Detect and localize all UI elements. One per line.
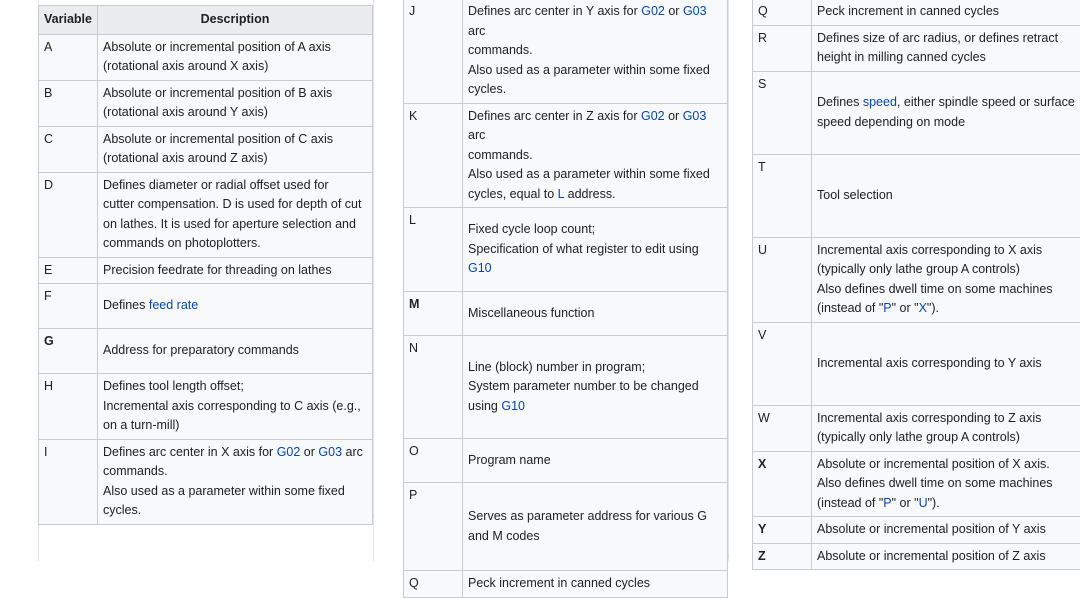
reference-link[interactable]: G03 — [683, 109, 707, 123]
description-text: cutter compensation. D is used for depth of cut — [103, 197, 361, 211]
left-table-right-edge — [373, 0, 374, 561]
description-text: or — [665, 4, 683, 18]
description-text: Also used as a parameter within some fixed — [103, 484, 345, 498]
table-row — [404, 336, 728, 439]
reference-link[interactable]: speed — [863, 95, 897, 109]
table-row — [39, 374, 373, 440]
table-row — [404, 208, 728, 292]
variable-cell: M — [404, 292, 463, 336]
description-cell — [463, 208, 728, 292]
description-text: Defines arc center in X axis for — [103, 445, 277, 459]
description-cell — [812, 237, 1080, 322]
variable-cell: C — [39, 126, 98, 172]
description-text: commands. — [468, 43, 533, 57]
table-row — [753, 322, 1080, 405]
variable-cell: T — [753, 154, 812, 237]
middle-table-body — [404, 0, 728, 597]
description-text: using — [468, 399, 501, 413]
description-text: Peck increment in canned cycles — [468, 576, 650, 590]
reference-link[interactable]: G10 — [501, 399, 525, 413]
table-row — [753, 154, 1080, 237]
variable-cell: F — [39, 284, 98, 329]
reference-link[interactable]: feed rate — [149, 298, 198, 312]
middle-table-right-edge — [728, 0, 729, 561]
table-row — [404, 483, 728, 571]
description-text: speed depending on mode — [817, 115, 965, 129]
description-text: Defines — [817, 95, 863, 109]
description-text: Also used as a parameter within some fixed — [468, 63, 710, 77]
description-text: Defines size of arc radius, or defines retract — [817, 31, 1058, 45]
description-text: Also defines dwell time on some machines — [817, 282, 1053, 296]
table-row — [39, 80, 373, 126]
description-text: System parameter number to be changed — [468, 379, 699, 393]
description-text: address. — [564, 187, 615, 201]
description-cell — [98, 329, 373, 374]
description-text: "). — [927, 301, 939, 315]
description-text: commands on photoplotters. — [103, 236, 261, 250]
table-row — [39, 284, 373, 329]
left-table-body — [39, 34, 373, 524]
description-header: Description — [98, 6, 373, 35]
description-text: (instead of " — [817, 301, 883, 315]
description-text: cycles. — [103, 503, 141, 517]
reference-link[interactable]: G02 — [641, 4, 665, 18]
description-cell — [98, 257, 373, 284]
description-text: Incremental axis corresponding to Z axis — [817, 411, 1041, 425]
description-text: " or " — [892, 496, 919, 510]
variable-cell: Y — [753, 517, 812, 544]
variable-cell: J — [404, 0, 463, 103]
description-text: or — [665, 109, 683, 123]
description-cell — [98, 34, 373, 80]
variable-cell: X — [753, 451, 812, 517]
reference-link[interactable]: L — [558, 187, 565, 201]
variable-cell: S — [753, 71, 812, 154]
variable-cell: U — [753, 237, 812, 322]
description-cell — [98, 80, 373, 126]
description-text: Line (block) number in program; — [468, 360, 645, 374]
header-row — [39, 6, 373, 35]
gcode-variables-table-middle — [403, 0, 728, 598]
description-text: Fixed cycle loop count; — [468, 222, 595, 236]
description-text: cycles. — [468, 82, 506, 96]
description-cell — [463, 483, 728, 571]
table-row — [39, 172, 373, 257]
description-text: Absolute or incremental position of Y axis — [817, 522, 1046, 536]
description-cell — [98, 172, 373, 257]
description-cell — [98, 126, 373, 172]
table-row — [404, 103, 728, 208]
description-text: Absolute or incremental position of Z axis — [817, 549, 1046, 563]
description-text: Also used as a parameter within some fixed — [468, 167, 710, 181]
description-cell — [812, 517, 1080, 544]
description-text: "). — [928, 496, 940, 510]
variable-header: Variable — [39, 6, 98, 35]
variable-cell: W — [753, 405, 812, 451]
variable-cell: Q — [753, 0, 812, 25]
description-text: on lathes. It is used for aperture selection and — [103, 217, 356, 231]
description-text: (typically only lathe group A controls) — [817, 262, 1020, 276]
table-row — [753, 237, 1080, 322]
table-row — [404, 292, 728, 336]
table-row — [39, 34, 373, 80]
variable-cell: Q — [404, 571, 463, 598]
table-row — [404, 439, 728, 483]
variable-cell: Z — [753, 543, 812, 570]
variable-cell: G — [39, 329, 98, 374]
description-cell — [463, 103, 728, 208]
description-text: and M codes — [468, 529, 540, 543]
description-cell — [812, 543, 1080, 570]
description-text: Absolute or incremental position of C axis — [103, 132, 333, 146]
reference-link[interactable]: G03 — [318, 445, 342, 459]
description-text: Defines arc center in Z axis for — [468, 109, 641, 123]
description-text: on a turn-mill) — [103, 418, 179, 432]
description-cell — [812, 322, 1080, 405]
reference-link[interactable]: P — [883, 301, 891, 315]
variable-cell: N — [404, 336, 463, 439]
description-cell — [463, 571, 728, 598]
description-cell — [812, 0, 1080, 25]
description-text: Specification of what register to edit using — [468, 242, 699, 256]
description-text: Defines — [103, 298, 149, 312]
right-table-body — [753, 0, 1080, 570]
description-cell — [463, 439, 728, 483]
description-text: Program name — [468, 453, 551, 467]
table-row — [753, 451, 1080, 517]
table-row — [39, 329, 373, 374]
table-row — [404, 571, 728, 598]
variable-cell: V — [753, 322, 812, 405]
description-cell — [98, 284, 373, 329]
variable-cell: A — [39, 34, 98, 80]
reference-link[interactable]: X — [919, 301, 927, 315]
reference-link[interactable]: U — [919, 496, 928, 510]
description-cell — [463, 292, 728, 336]
description-cell — [98, 439, 373, 524]
description-text: Defines arc center in Y axis for — [468, 4, 641, 18]
description-cell — [812, 154, 1080, 237]
table-row — [753, 405, 1080, 451]
description-text: Incremental axis corresponding to C axis (e.g., — [103, 399, 361, 413]
description-text: " or " — [892, 301, 919, 315]
description-text: arc — [468, 24, 485, 38]
description-text: Serves as parameter address for various G — [468, 509, 707, 523]
description-text: Absolute or incremental position of X axis. — [817, 457, 1050, 471]
table-row — [753, 71, 1080, 154]
description-text: (instead of " — [817, 496, 883, 510]
description-text: , either spindle speed or surface — [897, 95, 1075, 109]
description-text: arc — [342, 445, 363, 459]
description-text: Absolute or incremental position of A axis — [103, 40, 331, 54]
description-text: commands. — [468, 148, 533, 162]
description-text: arc — [468, 128, 485, 142]
variable-cell: O — [404, 439, 463, 483]
description-text: cycles, equal to — [468, 187, 558, 201]
table-row — [753, 25, 1080, 71]
description-cell — [463, 0, 728, 103]
description-text: Also defines dwell time on some machines — [817, 476, 1053, 490]
reference-link[interactable]: G10 — [468, 261, 492, 275]
variable-cell: R — [753, 25, 812, 71]
description-text: Absolute or incremental position of B axis — [103, 86, 332, 100]
description-cell — [812, 405, 1080, 451]
description-text: (rotational axis around Y axis) — [103, 105, 268, 119]
variable-cell: H — [39, 374, 98, 440]
gcode-variables-table-left — [38, 5, 373, 525]
variable-cell: I — [39, 439, 98, 524]
description-text: or — [300, 445, 318, 459]
description-cell — [98, 374, 373, 440]
description-cell — [812, 451, 1080, 517]
description-text: Defines diameter or radial offset used for — [103, 178, 329, 192]
description-cell — [812, 71, 1080, 154]
variable-cell: K — [404, 103, 463, 208]
description-text: commands. — [103, 464, 168, 478]
description-text: Incremental axis corresponding to X axis — [817, 243, 1042, 257]
description-text: Tool selection — [817, 188, 893, 202]
variable-cell: L — [404, 208, 463, 292]
variable-cell: E — [39, 257, 98, 284]
description-text: (rotational axis around X axis) — [103, 59, 268, 73]
description-text: (rotational axis around Z axis) — [103, 151, 268, 165]
description-text: height in milling canned cycles — [817, 50, 986, 64]
reference-link[interactable]: G02 — [277, 445, 301, 459]
reference-link[interactable]: P — [883, 496, 891, 510]
description-text: Peck increment in canned cycles — [817, 4, 999, 18]
variable-cell: B — [39, 80, 98, 126]
description-text: Address for preparatory commands — [103, 343, 299, 357]
description-text: Defines tool length offset; — [103, 379, 244, 393]
description-text: (typically only lathe group A controls) — [817, 430, 1020, 444]
description-text: Precision feedrate for threading on lathes — [103, 263, 332, 277]
table-row — [39, 439, 373, 524]
gcode-variables-table-right — [752, 0, 1080, 570]
table-row — [39, 257, 373, 284]
reference-link[interactable]: G02 — [641, 109, 665, 123]
description-cell — [812, 25, 1080, 71]
description-text: Miscellaneous function — [468, 306, 594, 320]
description-cell — [463, 336, 728, 439]
reference-link[interactable]: G03 — [683, 4, 707, 18]
table-row — [753, 0, 1080, 25]
description-text: Incremental axis corresponding to Y axis — [817, 356, 1042, 370]
variable-cell: P — [404, 483, 463, 571]
variable-cell: D — [39, 172, 98, 257]
table-row — [753, 543, 1080, 570]
table-row — [404, 0, 728, 103]
table-row — [39, 126, 373, 172]
table-row — [753, 517, 1080, 544]
